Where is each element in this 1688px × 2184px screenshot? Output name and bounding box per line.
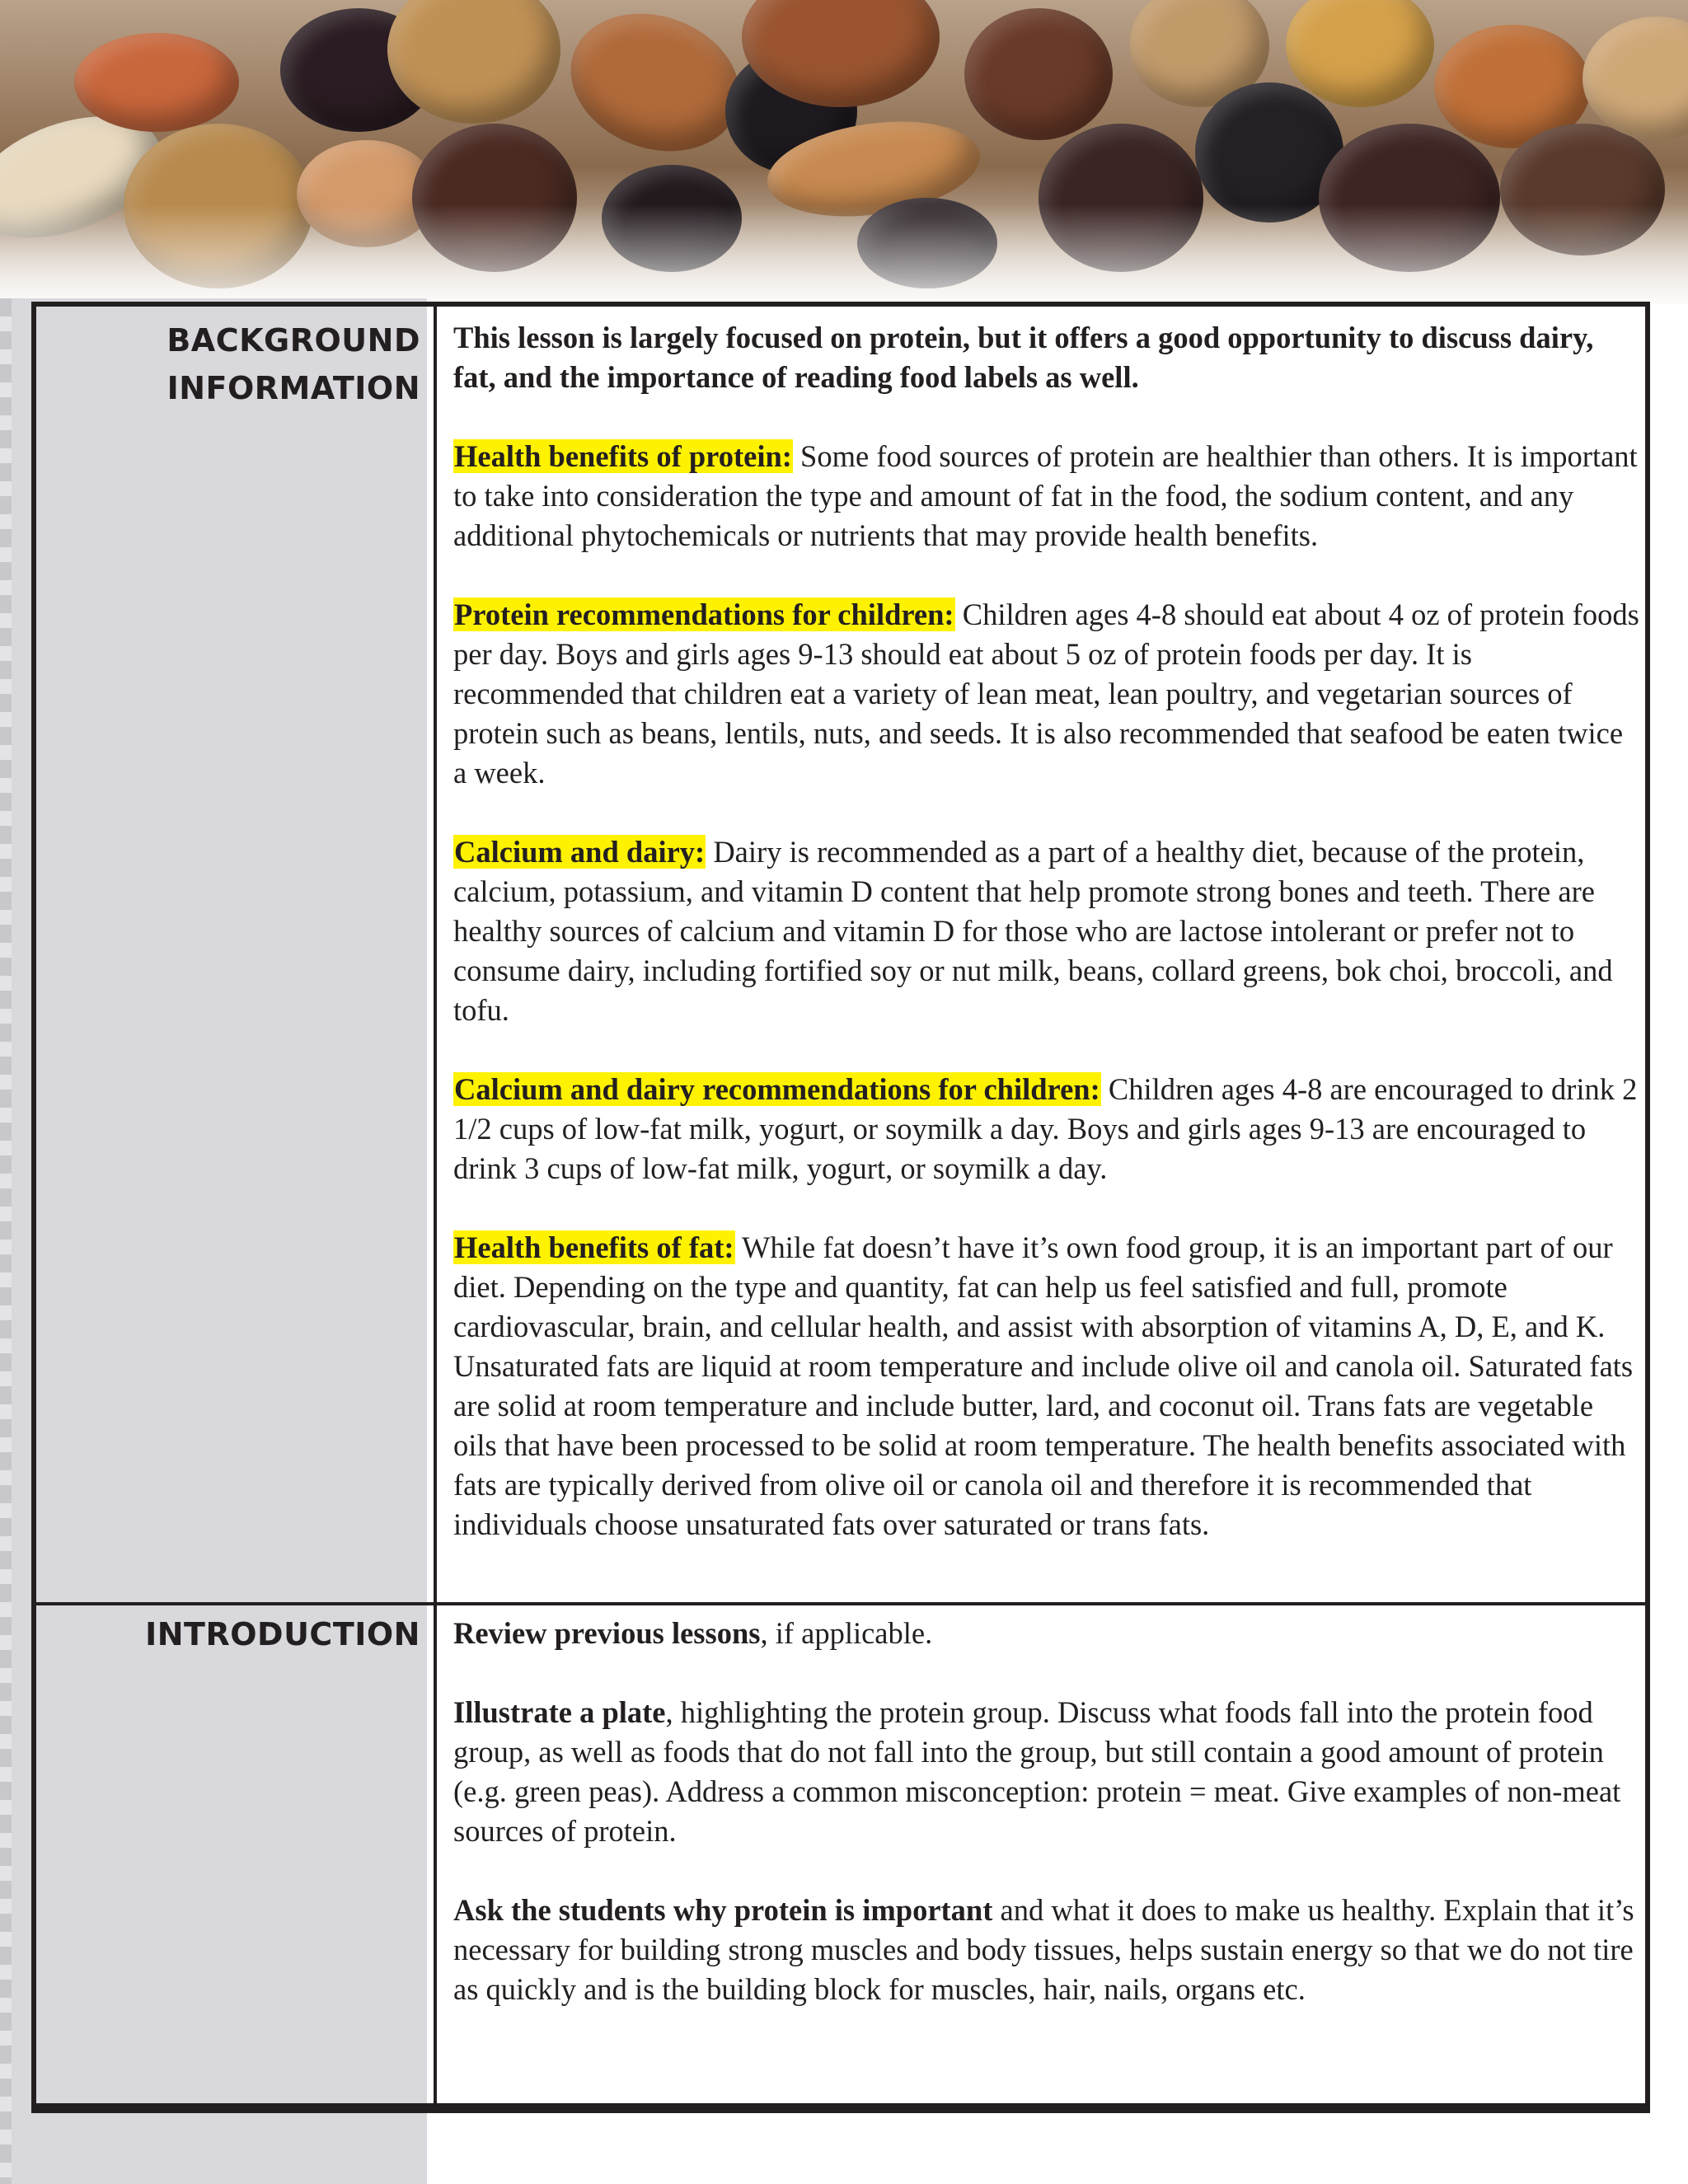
intro-paragraph-why-protein (453, 1891, 1640, 2009)
background-information-label (166, 316, 420, 412)
introduction-label (145, 1610, 420, 1658)
bottom-rule (31, 2103, 1650, 2110)
paragraph-text: Children ages 4-8 should eat about 4 oz of protein foods per day. Boys and girls ages 9-13 should eat about 5 oz of protein foods per day. It is recommended that children eat a variety of lean meat, lean poultry, and vegetarian sources of protein such as beans, lentils, nuts, and seeds. It is also recommended that seafood be eaten twice a week. (453, 598, 1639, 790)
paragraph-text: , highlighting the protein group. Discuss what foods fall into the protein food group, as well as foods that do not fall into the group, but still contain a good amount of protein (e.g. green peas). Address a common misconception: protein = meat. Give examples of non-meat sources of protein. (453, 1695, 1621, 1848)
intro-paragraph-plate (453, 1693, 1640, 1851)
paragraph-dairy-recommendations (453, 1070, 1640, 1188)
highlighted-heading: Calcium and dairy: (454, 835, 706, 869)
paragraph-text: , if applicable. (760, 1616, 933, 1650)
background-information-content (453, 318, 1640, 1544)
lesson-table (31, 302, 1650, 2113)
column-divider (434, 307, 437, 2108)
paragraph-text: Children ages 4-8 are encouraged to drink 2 1/2 cups of low-fat milk, yogurt, or soymilk a day. Boys and girls ages 9-13 are encouraged to drink 3 cups of low-fat milk, yogurt, or soymilk a day. (453, 1072, 1638, 1185)
highlighted-heading: Health benefits of fat: (454, 1230, 734, 1264)
intro-paragraph-review (453, 1614, 1640, 1653)
paragraph-text: While fat doesn’t have it’s own food group, it is an important part of our diet. Depending on the type and quantity, fat can help us feel satisfied and full, promote cardiovascular, brain, and cellular health, and assist with absorption of vitamins A, D, E, and K. Unsaturated fats are liquid at room temperature and include olive oil and canola oil. Saturated fats are solid at room temperature and include butter, lard, and coconut oil. Trans fats are vegetable oils that have been processed to be solid at room temperature. The health benefits associated with fats are typically derived from olive oil or canola oil and therefore it is recommended that individuals choose unsaturated fats over saturated or trans fats. (453, 1230, 1634, 1541)
highlighted-heading: Health benefits of protein: (454, 439, 792, 473)
background-label-line2: INFORMATION (166, 370, 420, 406)
paragraph-text: Some food sources of protein are healthier than others. It is important to take into consideration the type and amount of fat in the food, the sodium content, and any additional phytochemicals or nutrients that may provide health benefits. (453, 439, 1638, 552)
paragraph-text: Dairy is recommended as a part of a healthy diet, because of the protein, calcium, potassium, and vitamin D content that help promote strong bones and teeth. There are healthy sources of calcium and vitamin D for those who are lactose intolerant or prefer not to consume dairy, including fortified soy or nut milk, beans, collard greens, bok choi, broccoli, and tofu. (453, 835, 1613, 1027)
paragraph-protein-benefits (453, 437, 1640, 555)
lead-text: Review previous lessons (453, 1616, 761, 1650)
paragraph-calcium-dairy (453, 832, 1640, 1030)
background-intro: This lesson is largely focused on protein, but it offers a good opportunity to discuss dairy, fat, and the importance of reading food labels as well. (453, 321, 1594, 394)
introduction-label-text: INTRODUCTION (145, 1616, 420, 1652)
header-photo-trail-mix (0, 0, 1688, 303)
highlighted-heading: Protein recommendations for children: (454, 598, 954, 631)
introduction-content (453, 1614, 1640, 2009)
background-label-line1: BACKGROUND (166, 322, 420, 359)
lead-text: Illustrate a plate (453, 1695, 666, 1729)
paragraph-fat-benefits (453, 1228, 1640, 1544)
paragraph-text: and what it does to make us healthy. Explain that it’s necessary for building strong muscles and body tissues, helps sustain energy so that we do not tire as quickly and is the building block for muscles, hair, nails, organs etc. (453, 1893, 1634, 2006)
row-divider (36, 1602, 1645, 1605)
paragraph-protein-recommendations (453, 595, 1640, 793)
lead-text: Ask the students why protein is important (453, 1893, 993, 1927)
highlighted-heading: Calcium and dairy recommendations for children: (454, 1072, 1100, 1106)
